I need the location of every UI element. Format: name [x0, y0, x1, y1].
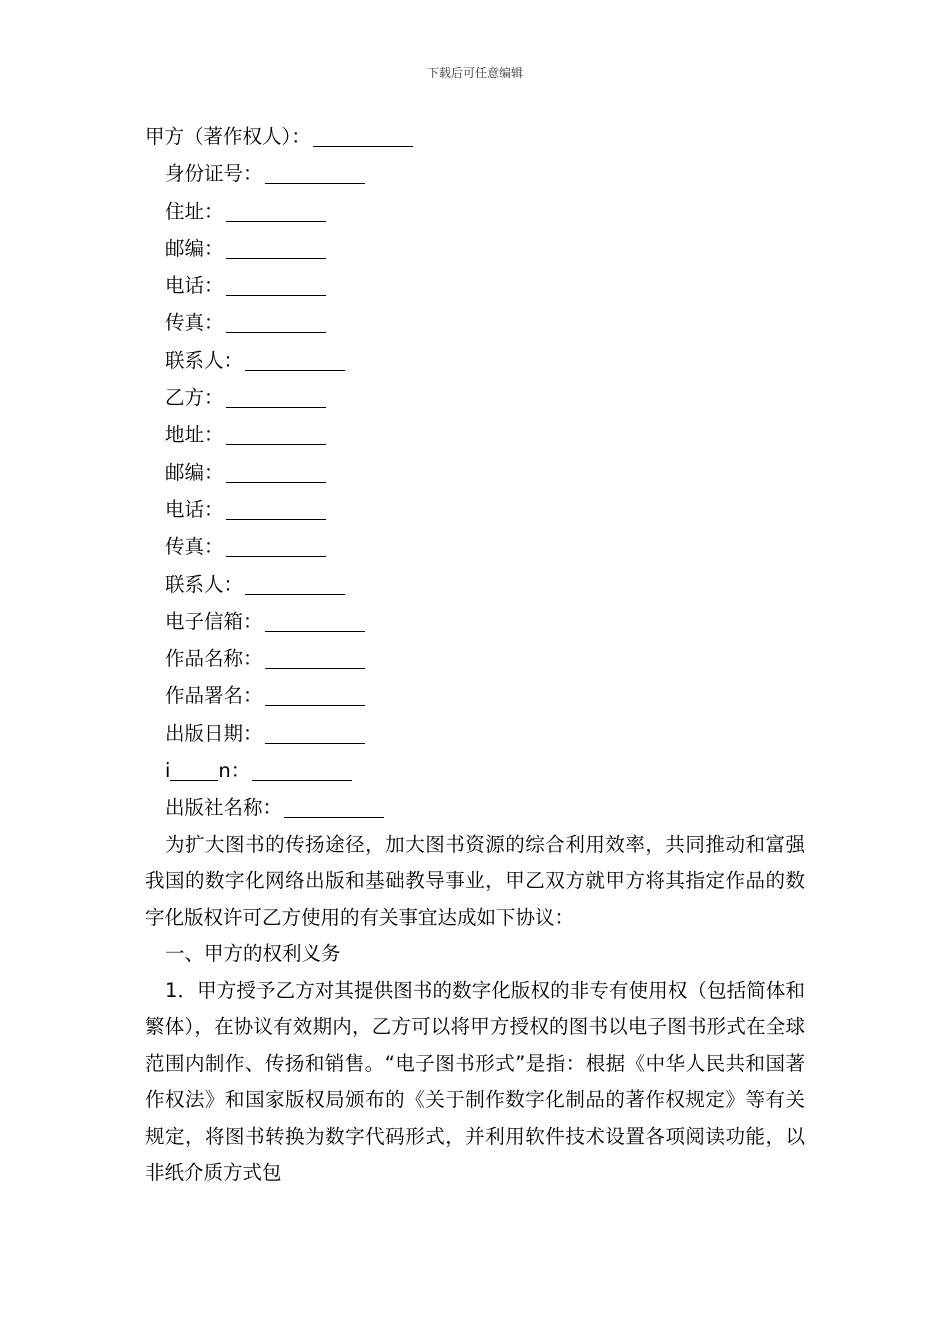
- field-label: 邮编：: [165, 236, 224, 260]
- fill-blank[interactable]: [226, 534, 326, 557]
- field-label: 出版社名称：: [165, 796, 283, 820]
- field-row-publish-date: [145, 715, 805, 752]
- fill-blank[interactable]: [245, 348, 345, 371]
- field-row-address: [145, 193, 805, 230]
- fill-blank[interactable]: [265, 646, 365, 669]
- field-label: 传真：: [165, 311, 224, 335]
- field-label: 传真：: [165, 535, 224, 559]
- fill-blank[interactable]: [226, 422, 326, 445]
- fill-blank[interactable]: [226, 199, 326, 222]
- field-row-work-author: [145, 677, 805, 714]
- fill-blank[interactable]: [226, 310, 326, 333]
- field-label: 乙方：: [165, 386, 224, 410]
- field-row-fax: [145, 304, 805, 341]
- fill-blank[interactable]: [245, 572, 345, 595]
- fill-blank[interactable]: [226, 273, 326, 296]
- field-row-work-title: [145, 640, 805, 677]
- clause-1-paragraph: 1．甲方授予乙方对其提供图书的数字化版权的非专有使用权（包括简体和繁体），在协议有效期内，乙方可以将甲方授权的图书以电子图书形式在全球范围内制作、传扬和销售。“电子图书形式”是指：根据《中华人民共和国著作权法》和国家版权局颁布的《关于制作数字化制品的著作权规定》等有关规定，将图书转换为数字代码形式，并利用软件技术设置各项阅读功能，以非纸介质方式包: [145, 978, 805, 1185]
- field-label: 电话：: [165, 274, 224, 298]
- field-label: 联系人：: [165, 572, 244, 596]
- field-row-phone: [145, 267, 805, 304]
- party-a-title: 甲方（著作权人）：: [145, 125, 311, 148]
- fill-blank[interactable]: [226, 460, 326, 483]
- field-row-postcode: [145, 230, 805, 267]
- field-row-party-b: [145, 379, 805, 416]
- fill-blank[interactable]: [265, 721, 365, 744]
- fill-blank[interactable]: [265, 683, 365, 706]
- field-label: 邮编：: [165, 460, 224, 484]
- fill-blank[interactable]: [313, 124, 413, 147]
- field-row-email: [145, 603, 805, 640]
- field-row-isbn: [145, 752, 805, 789]
- intro-paragraph: 为扩大图书的传扬途径，加大图书资源的综合利用效率，共同推动和富强我国的数字化网络出版和基础教导事业，甲乙双方就甲方将其指定作品的数字化版权许可乙方使用的有关事宜达成如下协议：: [145, 832, 805, 929]
- field-label: 出版日期：: [165, 721, 263, 745]
- field-row-b-fax: [145, 528, 805, 565]
- fill-blank[interactable]: [265, 161, 365, 184]
- field-label: 作品署名：: [165, 684, 263, 708]
- fill-blank[interactable]: [226, 497, 326, 520]
- field-label: 电子信箱：: [165, 609, 263, 633]
- field-row-contact: [145, 342, 805, 379]
- fill-blank[interactable]: [284, 795, 384, 818]
- field-label: 联系人：: [165, 348, 244, 372]
- field-row-b-contact: [145, 566, 805, 603]
- field-label: 住址：: [165, 199, 224, 223]
- isbn-prefix: i: [165, 759, 171, 783]
- field-label: 地址：: [165, 423, 224, 447]
- isbn-inner-blank[interactable]: [170, 758, 218, 781]
- party-a-title-row: [145, 118, 805, 155]
- field-row-publisher: [145, 789, 805, 826]
- fill-blank[interactable]: [265, 609, 365, 632]
- section-heading: 一、甲方的权利义务: [165, 942, 341, 966]
- field-row-b-address: [145, 416, 805, 453]
- isbn-suffix: n：: [218, 759, 251, 783]
- field-label: 电话：: [165, 497, 224, 521]
- page-header-note: 下载后可任意编辑: [426, 66, 523, 80]
- field-row-b-postcode: [145, 454, 805, 491]
- fill-blank[interactable]: [226, 236, 326, 259]
- field-row-b-phone: [145, 491, 805, 528]
- fill-blank[interactable]: [226, 385, 326, 408]
- field-label: 作品名称：: [165, 647, 263, 671]
- field-row-id-number: [145, 155, 805, 192]
- field-label: 身份证号：: [165, 162, 263, 186]
- fill-blank[interactable]: [252, 758, 352, 781]
- contract-document: [145, 118, 805, 1192]
